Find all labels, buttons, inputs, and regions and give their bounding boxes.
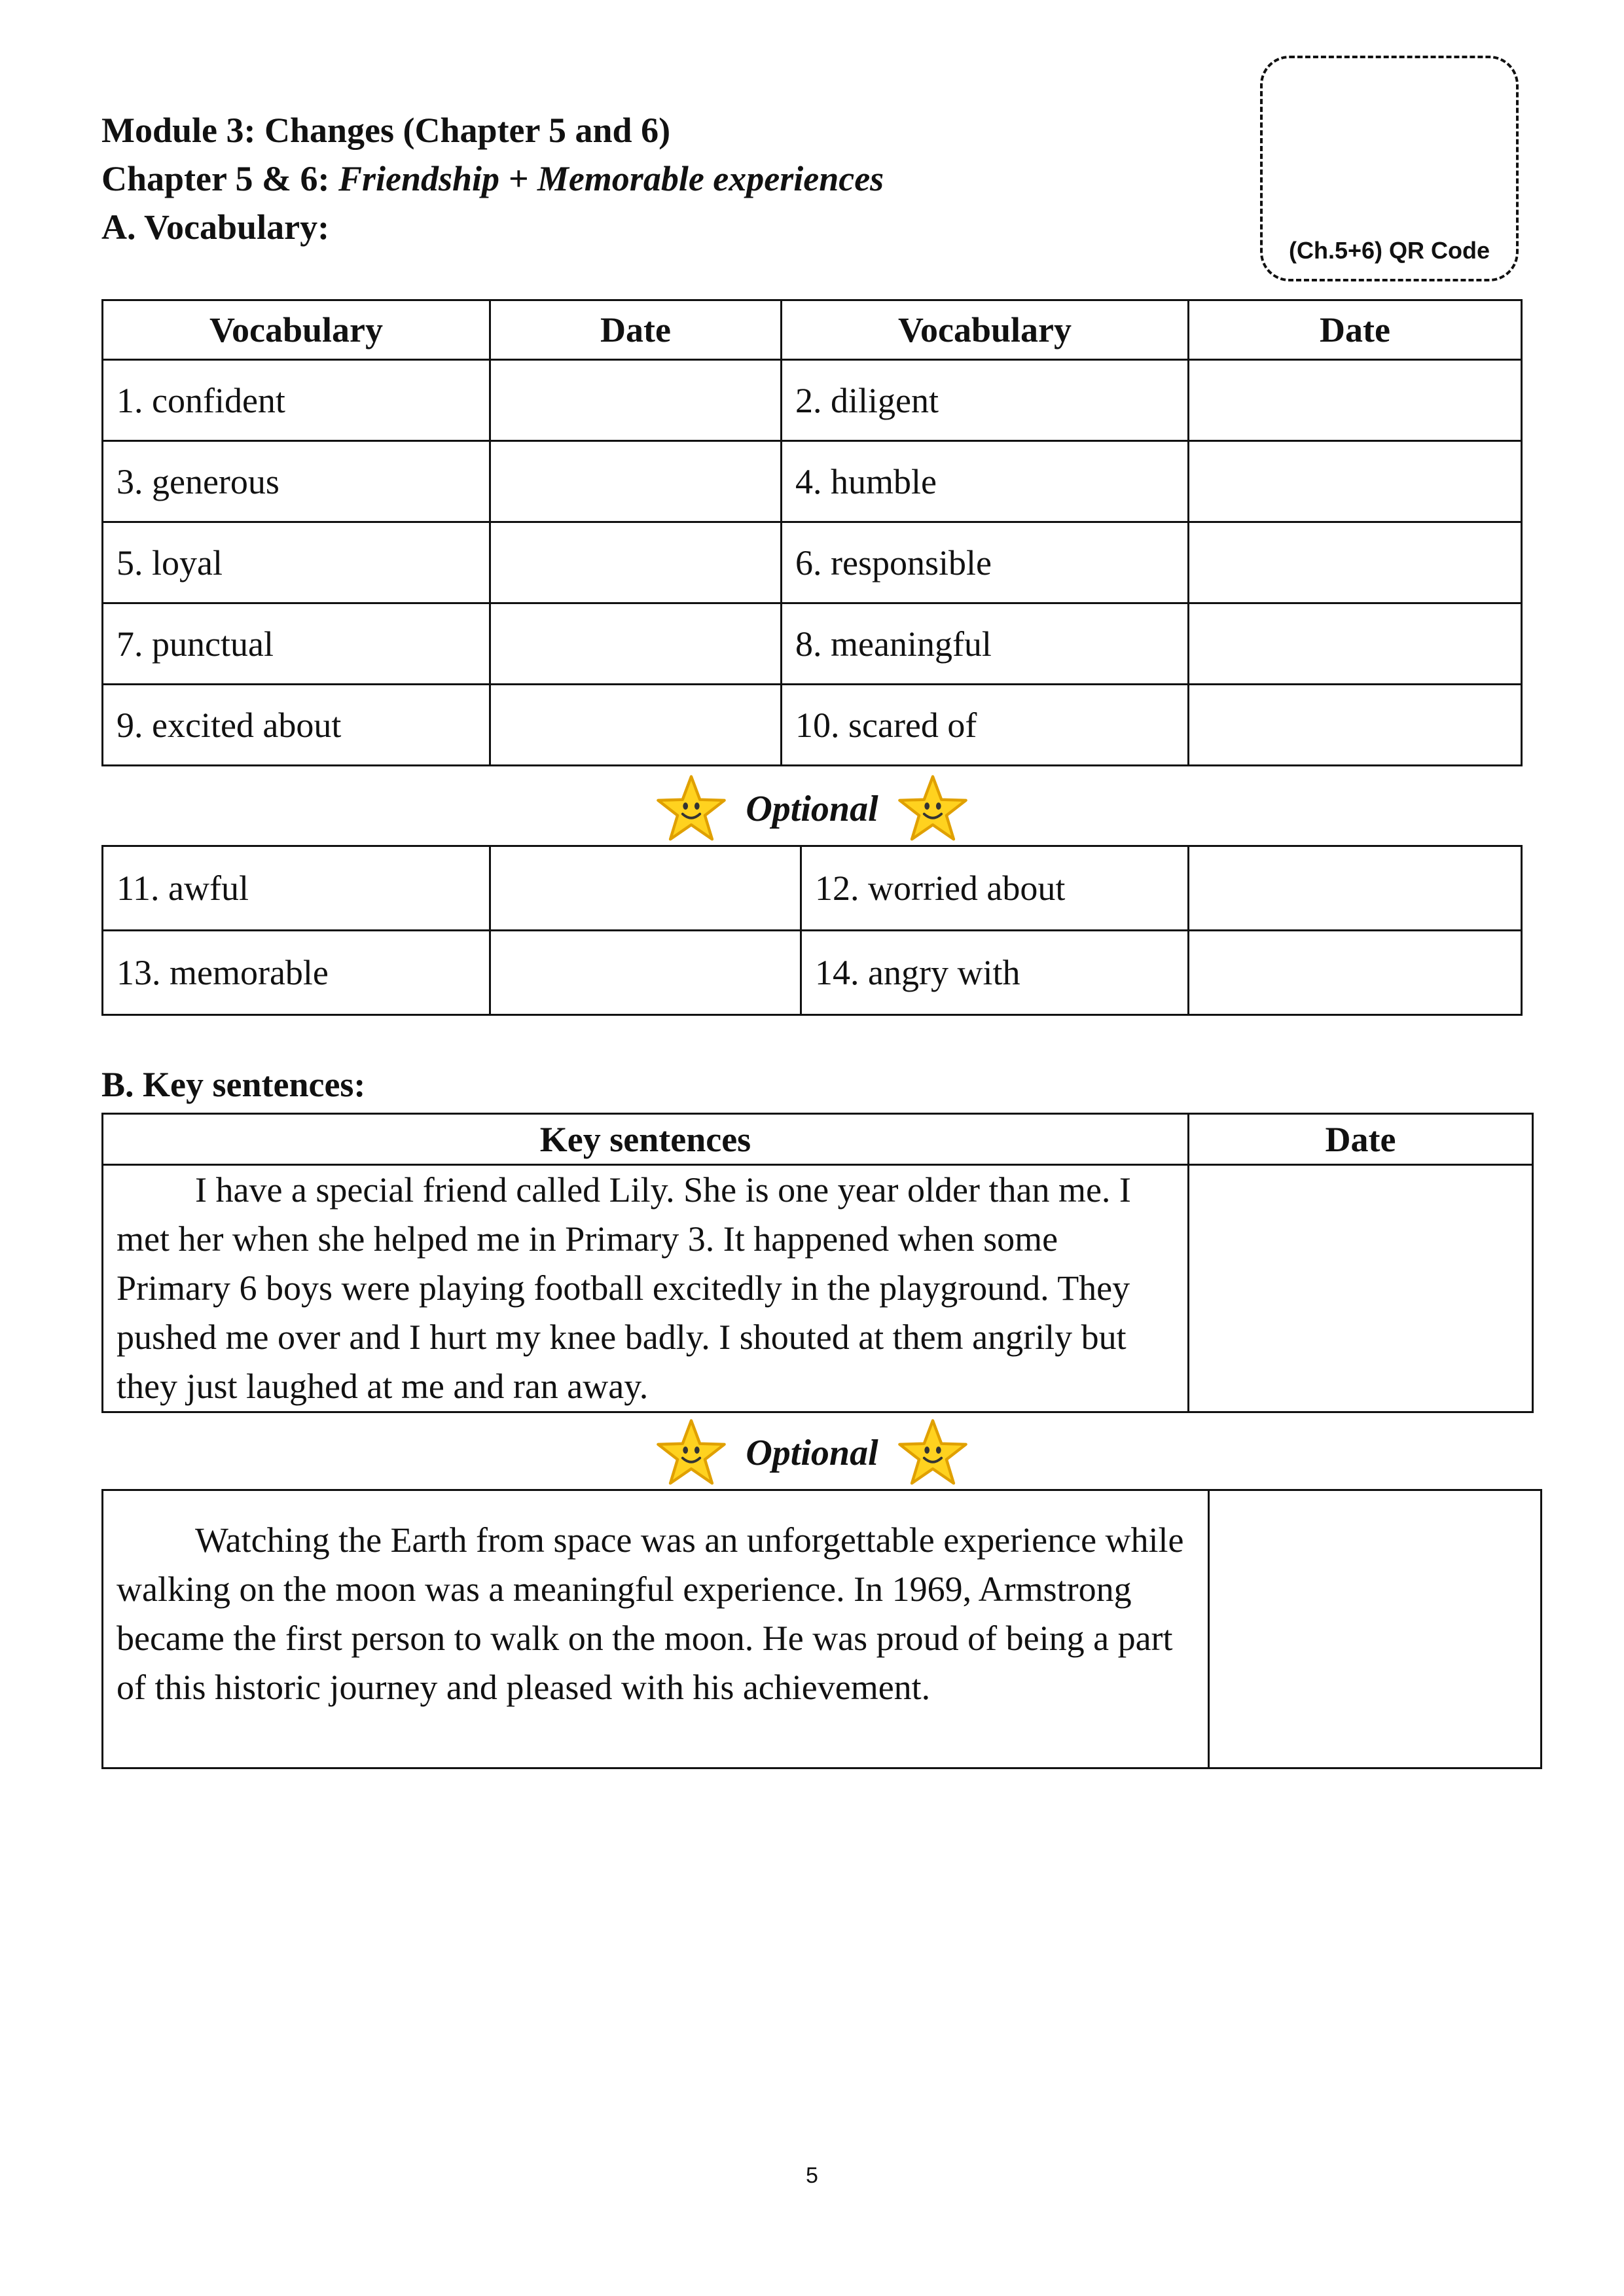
key-sentences-table [101, 1113, 1534, 1413]
date-cell[interactable] [1189, 931, 1522, 1015]
table-row [103, 603, 1522, 685]
vocabulary-word: 7. punctual [103, 603, 490, 685]
vocabulary-header-row [103, 300, 1522, 360]
chapter-prefix: Chapter 5 & 6: [101, 159, 338, 198]
vocabulary-word: 10. scared of [782, 685, 1189, 766]
column-header-key-sentences: Key sentences [103, 1114, 1189, 1165]
date-cell[interactable] [490, 931, 801, 1015]
date-cell[interactable] [1189, 685, 1522, 766]
page-number: 5 [806, 2163, 818, 2188]
column-header-date: Date [1189, 300, 1522, 360]
vocabulary-word: 4. humble [782, 441, 1189, 522]
optional-banner [0, 770, 1624, 848]
date-cell[interactable] [490, 441, 782, 522]
date-cell[interactable] [1189, 603, 1522, 685]
section-a-title: A. Vocabulary: [101, 207, 330, 247]
date-cell[interactable] [1189, 846, 1522, 931]
smiling-star-icon [655, 773, 727, 845]
date-cell[interactable] [1189, 1165, 1533, 1412]
smiling-star-icon [897, 773, 969, 845]
qr-code-label: (Ch.5+6) QR Code [1288, 237, 1490, 264]
date-cell[interactable] [1209, 1490, 1542, 1768]
vocabulary-word: 6. responsible [782, 522, 1189, 603]
vocabulary-word: 9. excited about [103, 685, 490, 766]
section-b-title: B. Key sentences: [101, 1065, 366, 1104]
vocabulary-word: 2. diligent [782, 360, 1189, 441]
date-cell[interactable] [490, 522, 782, 603]
table-row [103, 846, 1522, 931]
table-row [103, 931, 1522, 1015]
table-row [103, 522, 1522, 603]
vocabulary-word: 11. awful [103, 846, 490, 931]
date-cell[interactable] [490, 846, 801, 931]
optional-label: Optional [746, 1433, 878, 1473]
optional-key-sentences-table [101, 1489, 1542, 1769]
date-cell[interactable] [490, 360, 782, 441]
qr-code-placeholder [1260, 56, 1519, 281]
vocabulary-word: 1. confident [103, 360, 490, 441]
optional-vocabulary-table [101, 845, 1523, 1016]
chapter-title: Friendship + Memorable experiences [338, 159, 884, 198]
table-row [103, 685, 1522, 766]
table-row [103, 1165, 1533, 1412]
vocabulary-word: 8. meaningful [782, 603, 1189, 685]
table-row [103, 1490, 1542, 1768]
key-sentence-paragraph: Watching the Earth from space was an unforgettable experience while walking on the moon was a meaningful experience. In 1969, Armstrong became the first person to walk on the moon. He was proud of being a part of this historic journey and pleased with his achievement. [103, 1490, 1209, 1768]
column-header-vocabulary: Vocabulary [782, 300, 1189, 360]
date-cell[interactable] [1189, 522, 1522, 603]
date-cell[interactable] [1189, 441, 1522, 522]
module-title: Module 3: Changes (Chapter 5 and 6) [101, 111, 671, 150]
chapter-title-line [101, 154, 884, 203]
date-cell[interactable] [1189, 360, 1522, 441]
vocabulary-table [101, 299, 1523, 766]
vocabulary-word: 3. generous [103, 441, 490, 522]
table-row [103, 360, 1522, 441]
smiling-star-icon [655, 1417, 727, 1489]
column-header-date: Date [1189, 1114, 1533, 1165]
vocabulary-word: 14. angry with [801, 931, 1189, 1015]
table-row [103, 441, 1522, 522]
optional-label: Optional [746, 789, 878, 829]
vocabulary-word: 13. memorable [103, 931, 490, 1015]
column-header-date: Date [490, 300, 782, 360]
key-sentences-header-row [103, 1114, 1533, 1165]
vocabulary-word: 5. loyal [103, 522, 490, 603]
vocabulary-word: 12. worried about [801, 846, 1189, 931]
key-sentence-paragraph: I have a special friend called Lily. She is one year older than me. I met her when she helped me in Primary 3. It happened when some Primary 6 boys were playing football excitedly in the playground. They pushed me over and I hurt my knee badly. I shouted at them angrily but they just laughed at me and ran away. [103, 1165, 1189, 1412]
date-cell[interactable] [490, 603, 782, 685]
optional-banner [0, 1414, 1624, 1492]
column-header-vocabulary: Vocabulary [103, 300, 490, 360]
smiling-star-icon [897, 1417, 969, 1489]
date-cell[interactable] [490, 685, 782, 766]
